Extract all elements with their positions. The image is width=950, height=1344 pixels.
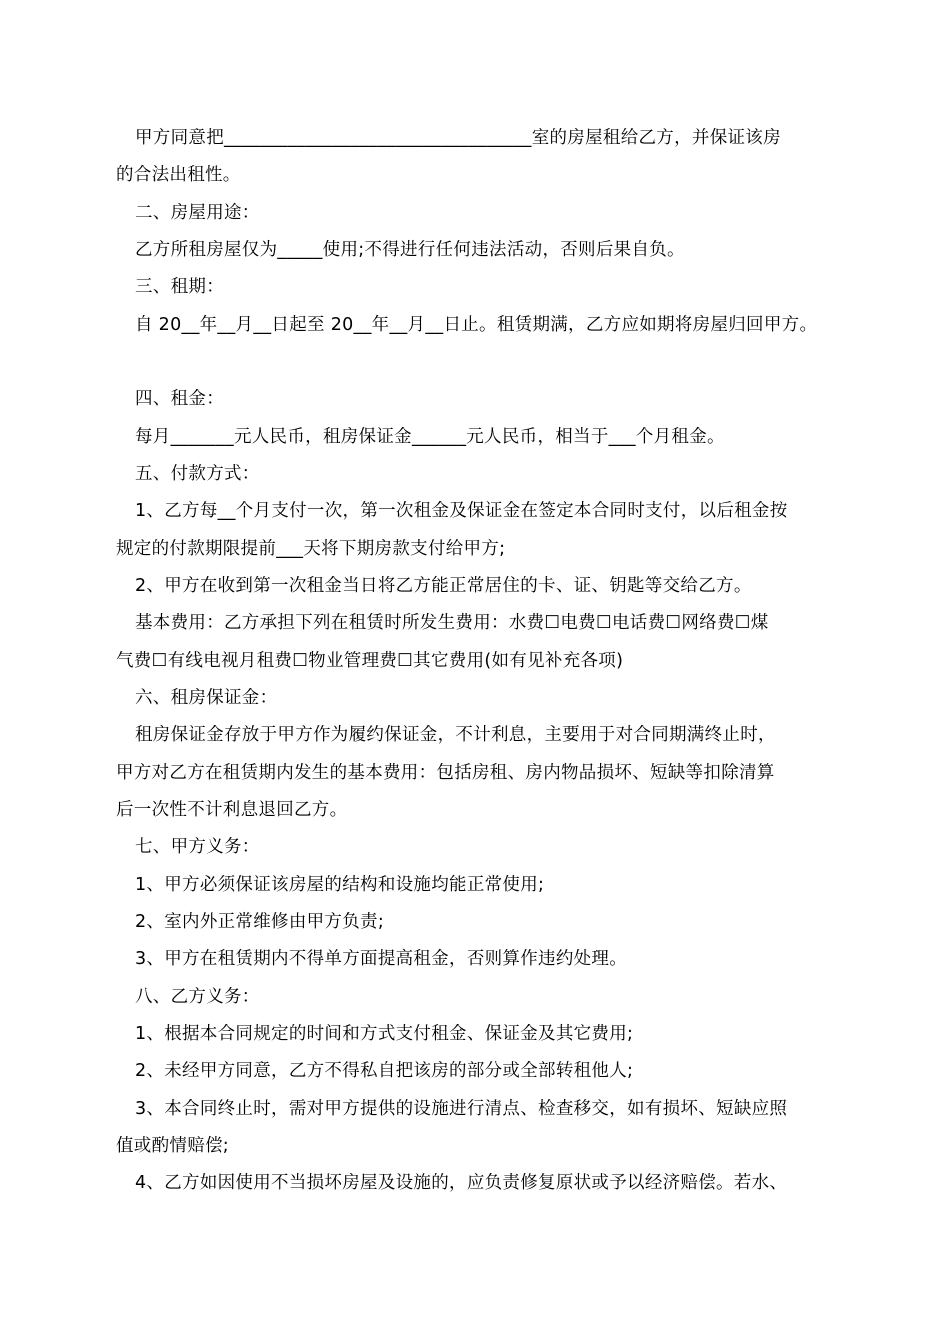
- section-heading-party-b-duties: 八、乙方义务：: [135, 987, 260, 1007]
- clause-1-text: 甲方同意把__________________________________室的房屋租给乙方，并保证该房: [135, 128, 781, 148]
- payment-item-1-cont: 规定的付款期限提前___天将下期房款支付给甲方;: [116, 539, 506, 559]
- section-heading-usage: 二、房屋用途：: [135, 203, 260, 223]
- party-a-duty-1: 1、甲方必须保证该房屋的结构和设施均能正常使用;: [135, 875, 545, 895]
- basic-fees-text-cont: 气费☐有线电视月租费☐物业管理费☐其它费用(如有见补充各项): [116, 651, 624, 671]
- section-heading-rent: 四、租金：: [135, 389, 224, 409]
- rent-text: 每月_______元人民币，租房保证金______元人民币，相当于___个月租金。: [135, 427, 725, 447]
- deposit-text: 租房保证金存放于甲方作为履约保证金，不计利息，主要用于对合同期满终止时，: [135, 725, 776, 745]
- party-b-duty-1: 1、根据本合同规定的时间和方式支付租金、保证金及其它费用;: [135, 1024, 634, 1044]
- payment-item-1: 1、乙方每__个月支付一次，第一次租金及保证金在签定本合同时支付，以后租金按: [135, 501, 788, 521]
- clause-1-text-cont: 的合法出租性。: [116, 165, 241, 185]
- usage-text: 乙方所租房屋仅为_____使用;不得进行任何违法活动，否则后果自负。: [135, 240, 685, 260]
- term-text: 自 20__年__月__日起至 20__年__月__日止。租赁期满，乙方应如期将房屋归回甲方。: [135, 315, 818, 335]
- section-heading-term: 三、租期：: [135, 277, 224, 297]
- party-b-duty-2: 2、未经甲方同意，乙方不得私自把该房的部分或全部转租他人;: [135, 1061, 634, 1081]
- basic-fees-text: 基本费用：乙方承担下列在租赁时所发生费用：水费☐电费☐电话费☐网络费☐煤: [135, 613, 769, 633]
- party-b-duty-3: 3、本合同终止时，需对甲方提供的设施进行清点、检查移交，如有损坏、短缺应照: [135, 1099, 788, 1119]
- payment-item-2: 2、甲方在收到第一次租金当日将乙方能正常居住的卡、证、钥匙等交给乙方。: [135, 576, 752, 596]
- deposit-text-cont-2: 后一次性不计利息退回乙方。: [116, 800, 348, 820]
- section-heading-payment: 五、付款方式：: [135, 464, 260, 484]
- party-a-duty-3: 3、甲方在租赁期内不得单方面提高租金，否则算作违约处理。: [135, 949, 628, 969]
- party-b-duty-4: 4、乙方如因使用不当损坏房屋及设施的，应负责修复原状或予以经济赔偿。若水、: [135, 1173, 788, 1193]
- party-a-duty-2: 2、室内外正常维修由甲方负责;: [135, 912, 385, 932]
- section-heading-party-a-duties: 七、甲方义务：: [135, 837, 260, 857]
- deposit-text-cont-1: 甲方对乙方在租赁期内发生的基本费用：包括房租、房内物品损坏、短缺等扣除清算: [116, 763, 775, 783]
- section-heading-deposit: 六、租房保证金：: [135, 688, 278, 708]
- party-b-duty-3-cont: 值或酌情赔偿;: [116, 1136, 229, 1156]
